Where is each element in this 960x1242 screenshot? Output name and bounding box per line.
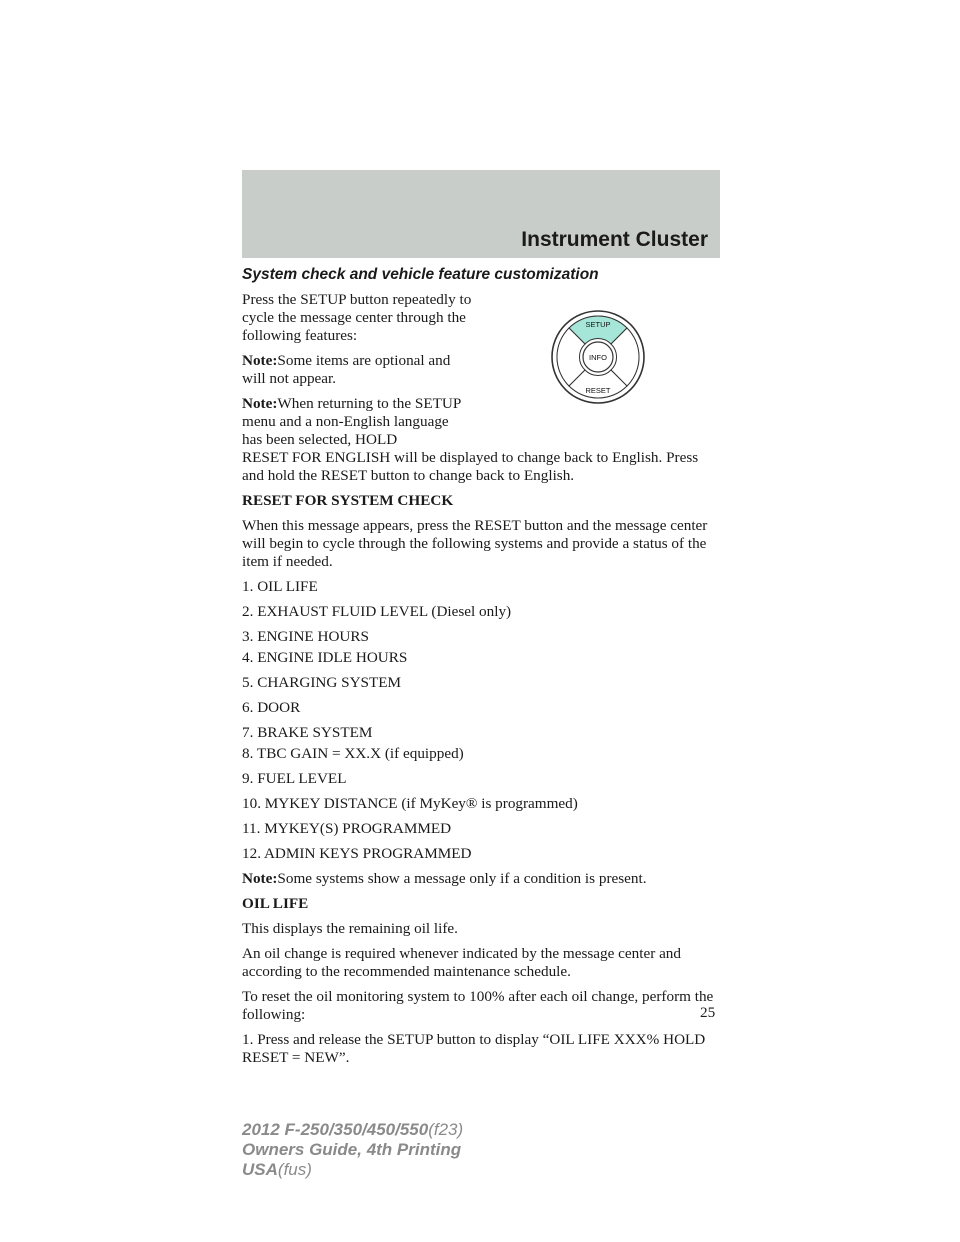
footer-model-code: (f23) — [428, 1120, 464, 1139]
note-label: Note: — [242, 352, 278, 369]
list-item: 5. CHARGING SYSTEM — [242, 674, 402, 691]
reset-system-check-heading: RESET FOR SYSTEM CHECK — [242, 492, 454, 509]
list-item: 1. OIL LIFE — [242, 578, 318, 595]
note-optional-items — [242, 352, 472, 388]
note-label: Note: — [242, 870, 278, 887]
note-condition-present — [242, 870, 722, 888]
footer-market-code: (fus) — [277, 1160, 312, 1179]
list-item: 10. MYKEY DISTANCE (if MyKey® is programmed) — [242, 795, 578, 812]
note-label: Note: — [242, 395, 278, 412]
oil-life-paragraph-1: This displays the remaining oil life. — [242, 920, 458, 937]
reset-label: RESET — [585, 386, 611, 395]
info-label: INFO — [589, 353, 607, 362]
list-item: 3. ENGINE HOURS — [242, 628, 369, 645]
intro-paragraph: Press the SETUP button repeatedly to cycle the message center through the following features: — [242, 291, 472, 344]
list-item: 12. ADMIN KEYS PROGRAMMED — [242, 845, 472, 862]
reset-system-check-body: When this message appears, press the RESET button and the message center will begin to cycle through the following systems and provide a status of the item if needed. — [242, 517, 708, 570]
system-check-list — [242, 578, 722, 863]
list-item: 6. DOOR — [242, 699, 301, 716]
note-english-reset — [242, 395, 722, 485]
note-text-b: RESET FOR ENGLISH will be displayed to change back to English. Press and hold the RESET button to change back to English. — [242, 449, 699, 484]
footer-printing: Owners Guide, 4th Printing — [242, 1140, 462, 1159]
footer-model: 2012 F-250/350/450/550 — [242, 1120, 429, 1139]
list-item: 11. MYKEY(S) PROGRAMMED — [242, 820, 452, 837]
page-number: 25 — [700, 1004, 716, 1021]
list-item: 7. BRAKE SYSTEM — [242, 724, 373, 741]
note-text: Some items are optional and will not appear. — [242, 352, 451, 387]
list-item: 9. FUEL LEVEL — [242, 770, 347, 787]
list-item: 8. TBC GAIN = XX.X (if equipped) — [242, 745, 464, 762]
list-item: 4. ENGINE IDLE HOURS — [242, 649, 408, 666]
footer-market: USA — [242, 1160, 278, 1179]
list-item: 2. EXHAUST FLUID LEVEL (Diesel only) — [242, 603, 512, 620]
section-header-title: Instrument Cluster — [521, 228, 708, 251]
oil-life-paragraph-2: An oil change is required whenever indicated by the message center and according to the recommended maintenance schedule. — [242, 945, 681, 980]
section-title: System check and vehicle feature customization — [242, 266, 599, 283]
section-header-band — [242, 170, 720, 258]
setup-label: SETUP — [585, 320, 611, 329]
oil-life-heading: OIL LIFE — [242, 895, 309, 912]
page-content — [242, 266, 722, 1074]
document-footer — [242, 1120, 463, 1180]
oil-life-paragraph-3: To reset the oil monitoring system to 100% after each oil change, perform the following: — [242, 988, 714, 1023]
note-text-a: When returning to the SETUP menu and a non-English language has been selected, HOLD — [242, 395, 461, 448]
oil-life-paragraph-4: 1. Press and release the SETUP button to display “OIL LIFE XXX% HOLD RESET = NEW”. — [242, 1031, 706, 1066]
note-text: Some systems show a message only if a condition is present. — [277, 870, 647, 887]
